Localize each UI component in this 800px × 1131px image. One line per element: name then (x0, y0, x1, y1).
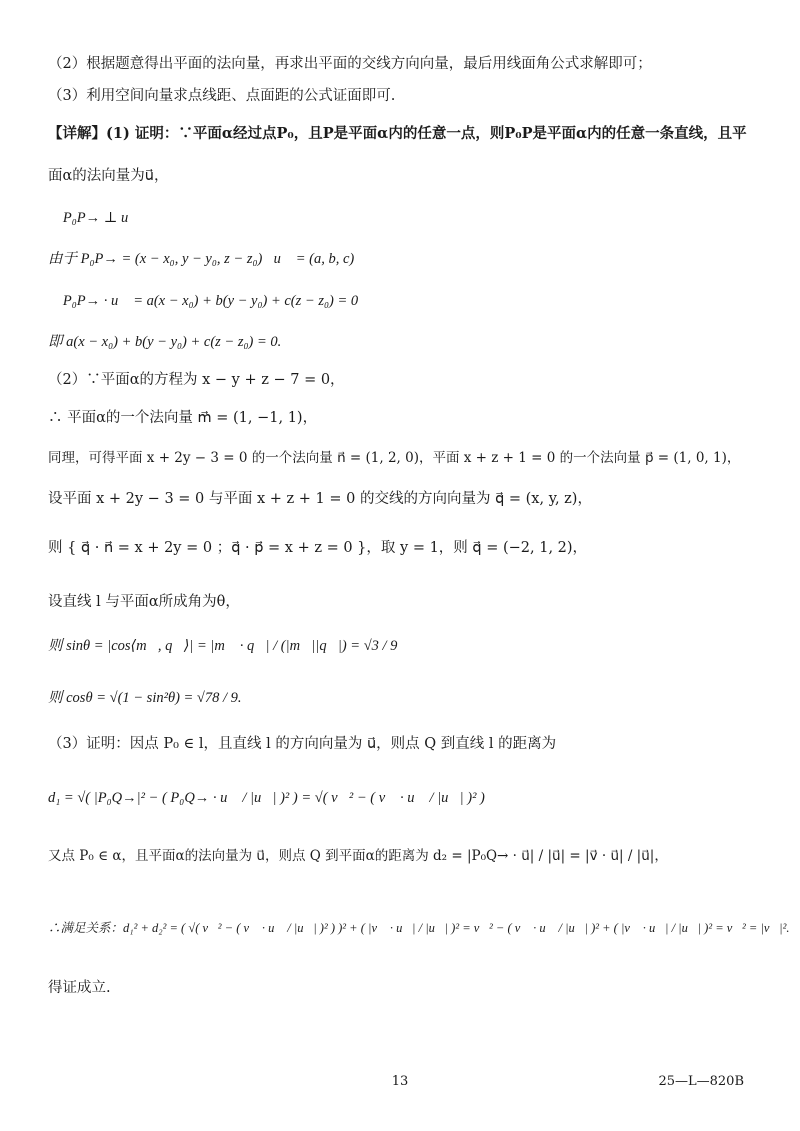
math-line: 则 sinθ = |cos⟨m⃗, q⃗⟩| = |m⃗ · q⃗| / (|m⃗||q⃗|) = √3 / 9， (48, 638, 409, 654)
math-line: 则 cosθ = √(1 − sin²θ) = √78 / 9. (48, 690, 242, 706)
math-line: d₁ = √( |P₀Q→|² − ( P₀Q→ · u⃗ / |u⃗| )² ) = √( v⃗² − ( v⃗ · u⃗ / |u⃗| )² )， (48, 790, 497, 806)
text-line: 又点 P₀ ∈ α，且平面α的法向量为 u⃗，则点 Q 到平面α的距离为 d₂ = |P₀Q→ · u⃗| / |u⃗| = |v⃗ · u⃗| / |u⃗|， (48, 848, 668, 864)
text-line: 同理，可得平面 x + 2y − 3 = 0 的一个法向量 n⃗ = (1, 2, 0)，平面 x + z + 1 = 0 的一个法向量 p⃗ = (1, 0, 1)， (48, 450, 741, 466)
text-line: 面α的法向量为u⃗， (48, 168, 169, 184)
text-line: 得证成立. (48, 980, 111, 996)
text-line: （3）利用空间向量求点线距、点面距的公式证面即可. (48, 88, 396, 104)
text-line: （3）证明：因点 P₀ ∈ l，且直线 l 的方向向量为 u⃗，则点 Q 到直线 l 的距离为 (48, 736, 557, 752)
math-line: 即 a(x − x₀) + b(y − y₀) + c(z − z₀) = 0. (48, 334, 282, 350)
math-line: 由于 P₀P→ = (x − x₀, y − y₀, z − z₀)，u⃗ = (a, b, c)， (48, 251, 366, 267)
math-line: ∴ P₀P→ · u⃗ = a(x − x₀) + b(y − y₀) + c(z − z₀) = 0， (48, 293, 370, 309)
math-line: ∴满足关系：d₁² + d₂² = ( √( v⃗² − ( v⃗ · u⃗ / |u⃗| )² ) )² + ( |v⃗ · u⃗| / |u⃗| )² = v⃗² − ( v⃗ · u⃗ / |u⃗| )² + ( |v⃗ · u⃗| / |u⃗| )² = v⃗² = |v⃗|². (48, 921, 790, 935)
text-line: 【详解】(1) 证明：∵平面α经过点P₀，且P是平面α内的任意一点，则P₀P是平面α内的任意一条直线，且平 (48, 125, 747, 142)
document-code: 25—L—820B (658, 1074, 744, 1089)
page-number: 13 (391, 1074, 409, 1089)
math-line: ∴ P₀P→ ⊥ u⃗， (48, 210, 151, 226)
text-line: ∴ 平面α的一个法向量 m⃗ = (1, −1, 1)， (48, 410, 318, 426)
system-line: 则 { q⃗ · n⃗ = x + 2y = 0 ；q⃗ · p⃗ = x + z = 0 }，取 y = 1，则 q⃗ = (−2, 1, 2)， (48, 540, 588, 556)
text-line: （2）∵平面α的方程为 x − y + z − 7 = 0， (48, 372, 345, 388)
text-line: 设直线 l 与平面α所成角为θ， (48, 594, 240, 610)
text-line: 设平面 x + 2y − 3 = 0 与平面 x + z + 1 = 0 的交线的方向向量为 q⃗ = (x, y, z)， (48, 491, 592, 507)
text-line: （2）根据题意得出平面的法向量，再求出平面的交线方向向量，最后用线面角公式求解即可； (48, 56, 652, 72)
